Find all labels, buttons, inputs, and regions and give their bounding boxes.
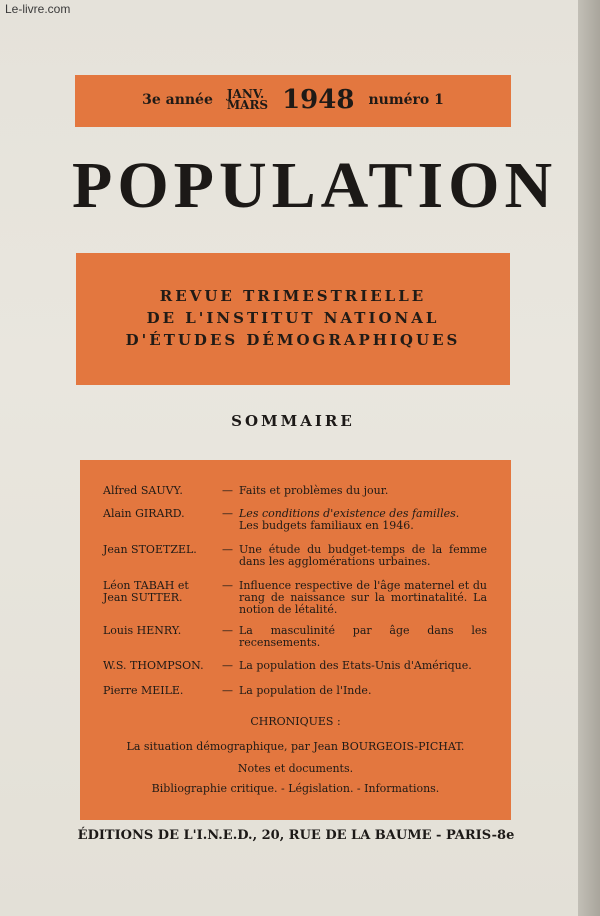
toc-desc-italic: Les conditions d'existence des familles.: [239, 507, 460, 520]
toc-author: Pierre MEILE.: [103, 684, 184, 697]
subtitle-line: REVUE TRIMESTRIELLE: [159, 287, 427, 305]
issue-band: [75, 75, 511, 127]
chroniques-line: La situation démographique, par Jean BOURGEOIS-PICHAT.: [126, 740, 465, 753]
toc-author: Léon TABAH et Jean SUTTER.: [103, 579, 189, 604]
chroniques-line: Bibliographie critique. - Législation. - Informations.: [151, 782, 440, 795]
watermark: Le-livre.com: [5, 2, 71, 16]
toc-desc: Faits et problèmes du jour.: [239, 484, 389, 497]
year-label: 3e année: [142, 92, 213, 108]
issue-number: numéro 1: [368, 92, 444, 108]
toc-author: Louis HENRY.: [103, 624, 182, 637]
toc-desc: La population de l'Inde.: [239, 684, 372, 697]
toc-author: Jean STOETZEL.: [103, 543, 197, 556]
toc-desc: Une étude du budget-temps de la femme dans les agglomérations urbaines.: [239, 543, 487, 568]
toc-desc: [239, 508, 487, 532]
cover-edge: [578, 0, 600, 916]
toc-dash: —: [222, 507, 233, 520]
toc-author: W.S. THOMPSON.: [103, 659, 204, 672]
journal-title: POPULATION: [72, 149, 558, 222]
toc-author: Alfred SAUVY.: [103, 484, 183, 497]
subtitle-band: [76, 253, 510, 385]
publisher-line: ÉDITIONS DE L'I.N.E.D., 20, RUE DE LA BAUME - PARIS-8e: [77, 828, 515, 843]
toc-desc: La masculinité par âge dans les recensements.: [239, 624, 487, 649]
toc-desc: La population des Etats-Unis d'Amérique.: [239, 659, 472, 672]
toc-dash: —: [222, 684, 233, 697]
toc-dash: —: [222, 484, 233, 497]
chroniques-line: Notes et documents.: [237, 762, 354, 775]
toc-dash: —: [222, 579, 233, 592]
months: [227, 89, 268, 111]
subtitle-line: DE L'INSTITUT NATIONAL: [146, 309, 440, 327]
toc-dash: —: [222, 543, 233, 556]
sommaire-heading: SOMMAIRE: [231, 412, 355, 430]
toc-desc: Influence respective de l'âge maternel et du rang de naissance sur la mortinatalité. La notion de létalité.: [239, 579, 487, 616]
toc-dash: —: [222, 659, 233, 672]
months-bottom: MARS: [226, 98, 269, 112]
table-of-contents: [80, 460, 511, 820]
toc-author: Alain GIRARD.: [103, 507, 185, 520]
chroniques-heading: CHRONIQUES :: [250, 715, 341, 728]
subtitle-line: D'ÉTUDES DÉMOGRAPHIQUES: [125, 331, 461, 349]
issue-year: 1948: [282, 85, 355, 115]
toc-desc-rest: Les budgets familiaux en 1946.: [239, 519, 414, 532]
toc-dash: —: [222, 624, 233, 637]
months-top: JANV.: [226, 87, 265, 101]
